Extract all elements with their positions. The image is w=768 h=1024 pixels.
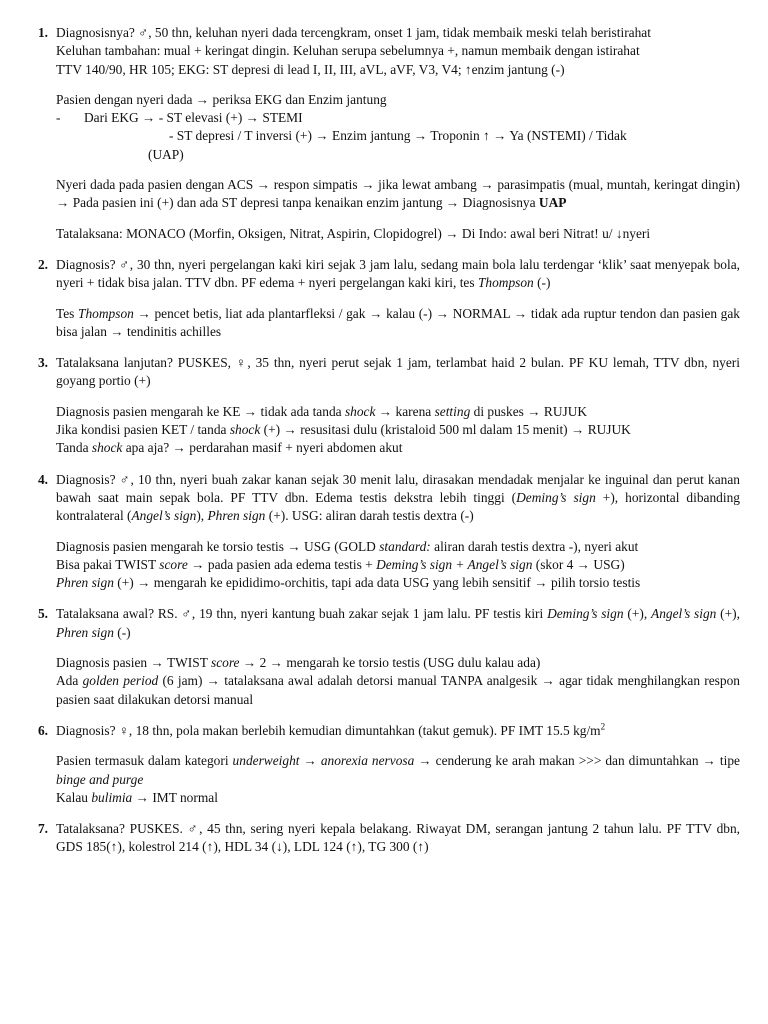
item-number: 5. xyxy=(37,606,48,622)
question-text: TTV 140/90, HR 105; EKG: ST depresi di lead I, II, III, aVL, aVF, V3, V4; ↑enzim jantung (-) xyxy=(56,61,565,77)
ekg-branch xyxy=(56,109,740,127)
answer-text: Diagnosis pasien mengarah ke KE → tidak ada tanda shock → karena setting di puskes → RUJUK xyxy=(56,403,588,419)
diagnosis-bold: UAP xyxy=(538,195,567,211)
item-content xyxy=(56,820,740,857)
answer-text: Tanda shock apa aja? → perdarahan masif + nyeri abdomen akut xyxy=(56,440,403,456)
question-item-6 xyxy=(0,722,740,807)
item-number: 7. xyxy=(37,821,48,837)
bullet-dash: - xyxy=(56,110,61,126)
item-content xyxy=(56,24,740,243)
item-number: 2. xyxy=(37,256,48,272)
item-content xyxy=(56,722,740,807)
question-text: Diagnosis? ♀, 18 thn, pola makan berlebih kemudian dimuntahkan (takut gemuk). PF IMT 15.5 $kg/m^2$ xyxy=(56,721,606,738)
answer-text: Diagnosis pasien → TWIST score → 2 → mengarah ke torsio testis (USG dulu kalau ada) xyxy=(56,655,541,671)
question-item-2 xyxy=(0,256,740,341)
answer-text: - ST depresi / T inversi (+) → Enzim jantung → Troponin ↑ → Ya (NSTEMI) / Tidak xyxy=(169,128,627,144)
answer-text: Jika kondisi pasien KET / tanda shock (+) → resusitasi dulu (kristaloid 500 ml dalam 15 menit) → RUJUK xyxy=(56,422,631,438)
item-content xyxy=(56,605,740,708)
answer-text: Dari EKG → - ST elevasi (+) → STEMI xyxy=(84,110,303,126)
question-item-7 xyxy=(0,820,740,857)
item-number: 3. xyxy=(37,355,48,371)
answer-text: Bisa pakai TWIST score → pada pasien ada edema testis + Deming’s sign + Angel’s sign (skor 4 → USG) xyxy=(56,556,625,572)
answer-text: Tatalaksana: MONACO (Morfin, Oksigen, Nitrat, Aspirin, Clopidogrel) → Di Indo: awal beri Nitrat! u/ ↓nyeri xyxy=(56,225,651,241)
answer-text: (UAP) xyxy=(148,146,184,162)
item-number: 4. xyxy=(37,471,48,487)
item-content xyxy=(56,256,740,341)
answer-text: Kalau bulimia → IMT normal xyxy=(56,789,218,805)
question-item-3 xyxy=(0,354,740,457)
question-item-5 xyxy=(0,605,740,708)
item-content xyxy=(56,354,740,457)
question-text: Tatalaksana lanjutan? PUSKES, ♀, 35 thn, nyeri perut sejak 1 jam, terlambat haid 2 bulan. PF KU lemah, TTV dbn, nyeri goyang portio (+) xyxy=(56,355,740,389)
question-text: Tatalaksana? PUSKES. ♂, 45 thn, sering nyeri kepala belakang. Riwayat DM, serangan jantung 2 tahun lalu. PF TTV dbn, GDS 185(↑), kolestrol 214 (↑), HDL 34 (↓), LDL 124 (↑), TG 300 (↑) xyxy=(56,821,740,855)
answer-text: Pasien termasuk dalam kategori underweight → anorexia nervosa → cenderung ke arah makan >>> dan dimuntahkan → tipe binge and purge xyxy=(56,753,740,787)
question-text: Tatalaksana awal? RS. ♂, 19 thn, nyeri kantung buah zakar sejak 1 jam lalu. PF testis kiri Deming’s sign (+), Angel’s sign (+), Phren sign (-) xyxy=(56,606,740,640)
question-text: Diagnosis? ♂, 30 thn, nyeri pergelangan kaki kiri sejak 3 jam lalu, sedang main bola lalu terdengar ‘klik’ saat menyepak bola, nyeri + tidak bisa jalan. TTV dbn. PF edema + nyeri pergelangan kaki kiri, tes Thompson (-) xyxy=(56,256,740,291)
item-number: 6. xyxy=(37,722,48,738)
answer-text: Ada golden period (6 jam) → tatalaksana awal adalah detorsi manual TANPA analgesik → agar tidak menghilangkan respon pasien saat dilakukan detorsi manual xyxy=(56,673,740,707)
item-content xyxy=(56,471,740,593)
answer-text: Diagnosis pasien mengarah ke torsio testis → USG (GOLD standard: aliran darah testis dextra -), nyeri akut xyxy=(56,538,639,554)
question-item-1 xyxy=(0,24,740,243)
item-number: 1. xyxy=(37,25,48,40)
answer-text: Phren sign (+) → mengarah ke epididimo-orchitis, tapi ada data USG yang lebih sensitif → pilih torsio testis xyxy=(56,575,641,591)
answer-text: Pasien dengan nyeri dada → periksa EKG dan Enzim jantung xyxy=(56,91,387,107)
question-text: Diagnosis? ♂, 10 thn, nyeri buah zakar kanan sejak 30 menit lalu, dirasakan mendadak menjalar ke inguinal dan perut kanan bawah saat main sepak bola. PF TTV dbn. Edema testis dekstra lebih tinggi (Deming’s sign +), horizontal dibanding kontralateral (Angel’s sign), Phren sign (+). USG: aliran darah testis dextra (-) xyxy=(56,471,740,524)
answer-text: Nyeri dada pada pasien dengan ACS → respon simpatis → jika lewat ambang → parasimpatis (mual, muntah, keringat dingin) → Pada pasien ini (+) dan ada ST depresi tanpa kenaikan enzim jantung → Diagnosisnya UAP xyxy=(56,177,740,211)
question-text: Diagnosisnya? ♂, 50 thn, keluhan nyeri dada tercengkram, onset 1 jam, tidak membaik meski telah beristirahat xyxy=(56,25,651,40)
question-item-4 xyxy=(0,471,740,593)
question-text: Keluhan tambahan: mual + keringat dingin. Keluhan serupa sebelumnya +, namun membaik dengan istirahat xyxy=(56,43,640,59)
answer-text: Tes Thompson → pencet betis, liat ada plantarfleksi / gak → kalau (-) → NORMAL → tidak ada ruptur tendon dan pasien gak bisa jalan → tendinitis achilles xyxy=(56,305,741,339)
